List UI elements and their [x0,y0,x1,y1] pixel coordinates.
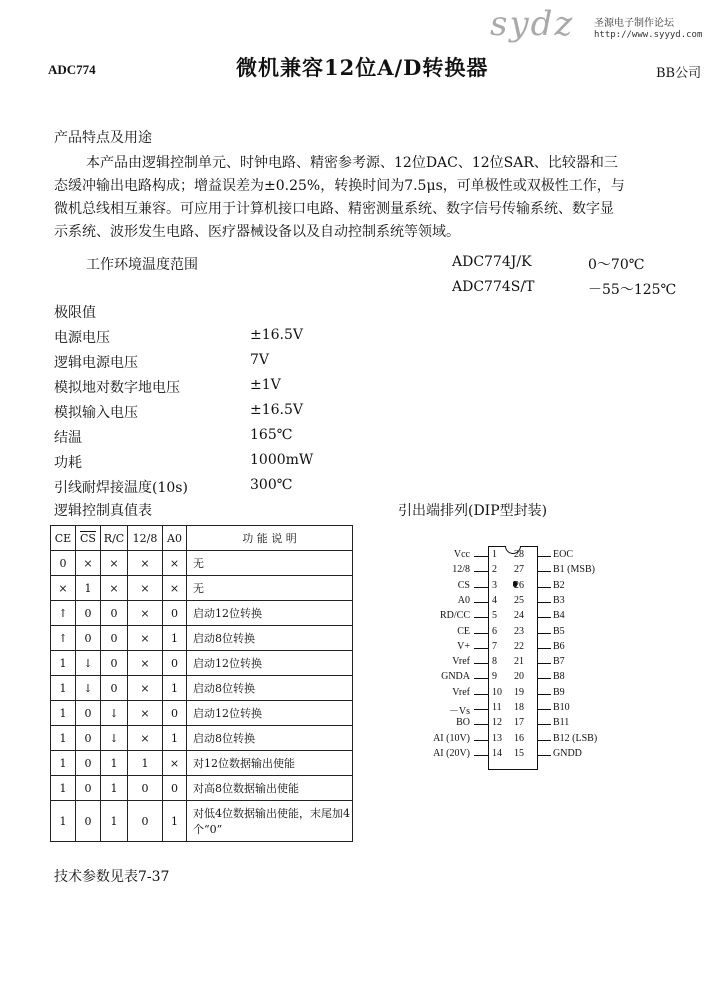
truth-table-header: A0 [163,526,187,551]
truth-table-cell: 1 [101,801,128,842]
pin-lead [537,648,551,649]
truth-table-cell: 1 [101,751,128,776]
truth-table-cell: × [128,626,163,651]
pin-lead [537,724,551,725]
truth-table-header: 12/8 [128,526,163,551]
pin-lead [537,617,551,618]
temp-label: 工作环境温度范围 [86,257,198,273]
pin-lead [537,587,551,588]
pin-number: 11 [492,702,502,713]
pin-name: B8 [553,671,565,683]
pin-lead [474,617,488,618]
pin-name: B10 [553,702,570,713]
pin-name: －Vs [448,706,470,717]
pin-name: B7 [553,656,565,668]
truth-table-heading: 逻辑控制真值表 [54,503,152,519]
truth-table-cell: 1 [51,726,76,751]
truth-table-cell: 0 [128,801,163,842]
truth-table-function: 无 [187,551,353,576]
truth-table-cell: ↓ [76,651,101,676]
pin-number: 17 [514,717,524,729]
table-row [51,726,353,751]
truth-table-cell: 1 [51,776,76,801]
limit-name: 引线耐焊接温度(10s) [54,480,188,496]
pin-name: B2 [553,579,565,591]
truth-table-cell: 0 [51,551,76,576]
table-row [51,701,353,726]
truth-table-cell: 1 [51,651,76,676]
pin-lead [474,556,488,557]
truth-table-cell: × [128,701,163,726]
table-row [51,676,353,701]
truth-table-cell: 0 [163,776,187,801]
truth-table-cell: × [101,576,128,601]
limit-value: 165℃ [250,427,293,443]
truth-table-function: 启动8位转换 [187,676,353,701]
pin-name: Vref [452,686,470,698]
watermark-logo [484,4,705,54]
truth-table-cell: 1 [51,676,76,701]
pin-number: 3 [492,579,497,591]
truth-table-function: 对低4位数据输出使能，末尾加4个“0” [187,801,353,842]
pin-lead [537,633,551,634]
watermark-logo-text: sydz [490,4,575,44]
temp-model: ADC774J/K [452,254,532,270]
pin-name: CE [457,625,470,637]
pin-number: 4 [492,594,497,606]
pin-name: B1 (MSB) [553,564,595,576]
pin-number: 5 [492,610,497,622]
truth-table-cell: ↑ [51,626,76,651]
pin-name: AI (10V) [433,732,470,744]
pin-name: AI (20V) [433,747,470,759]
truth-table-cell: 0 [76,701,101,726]
truth-table-cell: 0 [128,776,163,801]
pin-name: B11 [553,717,570,729]
limit-name: 模拟地对数字地电压 [54,380,180,396]
pin-lead [474,755,488,756]
pin-name: B5 [553,625,565,637]
truth-table-cell: ↓ [76,676,101,701]
temp-model: ADC774S/T [452,279,535,295]
truth-table-cell: × [51,576,76,601]
truth-table-cell: 1 [163,801,187,842]
truth-table-cell: × [101,551,128,576]
truth-table-cell: 1 [51,801,76,842]
truth-table-cell: 0 [163,651,187,676]
pin-lead [537,709,551,710]
table-row [51,801,353,842]
limit-name: 逻辑电源电压 [54,355,138,371]
features-line: 态缓冲输出电路构成；增益误差为±0.25%，转换时间为7.5μs，可单极性或双极性工作，与 [54,178,625,194]
pin-name: 12/8 [452,564,470,576]
temp-range: 0～70℃ [588,257,645,273]
limit-name: 模拟输入电压 [54,405,138,421]
truth-table-cell: 0 [163,601,187,626]
pin-name: B3 [553,594,565,606]
truth-table-cell: 1 [51,701,76,726]
pin-lead [474,602,488,603]
truth-table-header: 功 能 说 明 [187,526,353,551]
pin-lead [537,663,551,664]
pin-lead [474,694,488,695]
pin-name: B6 [553,640,565,652]
truth-table-cell: 0 [101,626,128,651]
pin-number: 9 [492,671,497,683]
pin-number: 12 [492,717,502,729]
pin-lead [537,694,551,695]
pin-name: RD/CC [439,610,470,622]
limit-value: 7V [250,352,270,368]
truth-table-function: 无 [187,576,353,601]
truth-table-cell: ↓ [101,726,128,751]
watermark-line2: http://www.syyyd.com [594,30,703,40]
truth-table-cell: 0 [101,601,128,626]
limits-heading: 极限值 [54,305,96,321]
pin-number: 18 [514,702,524,713]
truth-table-cell: 0 [101,651,128,676]
pin-number: 13 [492,732,502,744]
page-title: 微机兼容12位A/D转换器 [236,55,489,80]
truth-table-cell: × [128,676,163,701]
truth-table-cell: × [163,576,187,601]
features-paragraph [54,152,704,244]
pin-number: 10 [492,686,502,698]
pin-name: B12 (LSB) [553,732,598,744]
limit-name: 结温 [54,430,82,446]
pin-name: Vcc [453,549,470,560]
pin-number: 21 [514,656,524,668]
footer-note: 技术参数见表7-37 [54,869,170,885]
truth-table-header: CE [51,526,76,551]
pin-number: 7 [492,640,497,652]
truth-table-function: 启动12位转换 [187,651,353,676]
truth-table-cell: 1 [163,626,187,651]
pin-lead [537,678,551,679]
truth-table-cell: × [128,576,163,601]
truth-table-function: 启动12位转换 [187,701,353,726]
pin-lead [474,709,488,710]
truth-table-cell: 0 [76,801,101,842]
truth-table-cell: × [163,551,187,576]
truth-table-cell: 0 [76,776,101,801]
pin-lead [474,724,488,725]
truth-table-function: 对高8位数据输出使能 [187,776,353,801]
truth-table-cell: 0 [76,726,101,751]
truth-table-cell: 1 [163,726,187,751]
pin-lead [537,556,551,557]
limit-value: ±1V [250,377,281,393]
features-line: 微机总线相互兼容。可应用于计算机接口电路、精密测量系统、数字信号传输系统、数字显 [54,201,614,217]
features-line: 本产品由逻辑控制单元、时钟电路、精密参考源、12位DAC、12位SAR、比较器和三 [86,155,618,171]
pin-number: 6 [492,625,497,637]
limit-name: 电源电压 [54,330,110,346]
truth-table-cell: 1 [51,751,76,776]
pin-number: 23 [514,625,524,637]
features-line: 示系统、波形发生电路、医疗器械设备以及自动控制系统等领域。 [54,224,460,240]
truth-table-cell: × [128,551,163,576]
pin-lead [474,587,488,588]
table-row [51,651,353,676]
truth-table-cell: ↑ [51,601,76,626]
temp-range: －55～125℃ [588,282,677,298]
part-number: ADC774 [48,62,96,77]
pin-name: B4 [553,610,565,622]
table-row [51,551,353,576]
truth-table-function: 对12位数据输出使能 [187,751,353,776]
pin-lead [474,678,488,679]
truth-table-cell: × [128,601,163,626]
pin-number: 14 [492,747,502,759]
pin-number: 20 [514,671,524,683]
pin-name: V+ [457,640,470,652]
truth-table-function: 启动8位转换 [187,726,353,751]
limit-value: ±16.5V [250,327,304,343]
pinout-heading: 引出端排列(DIP型封装) [398,503,548,519]
pin-lead [474,633,488,634]
truth-table-cell: 1 [128,751,163,776]
watermark-line1: 圣源电子制作论坛 [594,18,674,29]
pin-name: EOC [553,549,573,560]
truth-table [50,525,353,842]
truth-table-cell: × [163,751,187,776]
pin-lead [474,663,488,664]
limit-value: 1000mW [250,452,314,468]
pin-lead [537,755,551,756]
pin-name: GNDA [441,671,470,683]
truth-table-cell: 0 [76,626,101,651]
pin-number: 16 [514,732,524,744]
table-row [51,576,353,601]
pin-lead [537,571,551,572]
table-row [51,626,353,651]
truth-table-cell: × [128,651,163,676]
table-row [51,776,353,801]
pin-number: 19 [514,686,524,698]
limit-value: 300℃ [250,477,293,493]
pin-number: 28 [514,549,524,560]
pin-name: B9 [553,686,565,698]
pin-number: 8 [492,656,497,668]
pin-number: 25 [514,594,524,606]
pin-number: 15 [514,747,524,759]
pin-number: 22 [514,640,524,652]
pin-lead [474,648,488,649]
pin-lead [537,740,551,741]
truth-table-cell: 0 [101,676,128,701]
truth-table-function: 启动8位转换 [187,626,353,651]
pin-number: 2 [492,564,497,576]
truth-table-cell: 1 [163,676,187,701]
pin-name: CS [457,579,470,591]
truth-table-header: R/C [101,526,128,551]
table-row [51,601,353,626]
truth-table-cell: 1 [76,576,101,601]
limit-name: 功耗 [54,455,82,471]
pin-number: 24 [514,610,524,622]
company-name: BB公司 [656,66,702,81]
pin-name: BO [456,717,470,729]
truth-table-cell: × [76,551,101,576]
truth-table-cell: 0 [76,601,101,626]
truth-table-cell: 0 [76,751,101,776]
pin-name: GNDD [553,747,582,759]
pin-number: 26 [514,579,524,591]
pin-lead [474,571,488,572]
pin-name: A0 [457,594,470,606]
pin-number: 1 [492,549,497,560]
limit-value: ±16.5V [250,402,304,418]
pin-name: Vref [452,656,470,668]
pin-lead [537,602,551,603]
features-heading: 产品特点及用途 [54,130,152,146]
truth-table-cell: ↓ [101,701,128,726]
truth-table-function: 启动12位转换 [187,601,353,626]
pin-number: 27 [514,564,524,576]
truth-table-cell: 0 [163,701,187,726]
truth-table-cell: 1 [101,776,128,801]
truth-table-header: $\overline{CS}$ [76,526,101,551]
pin-lead [474,740,488,741]
truth-table-cell: × [128,726,163,751]
table-row [51,751,353,776]
